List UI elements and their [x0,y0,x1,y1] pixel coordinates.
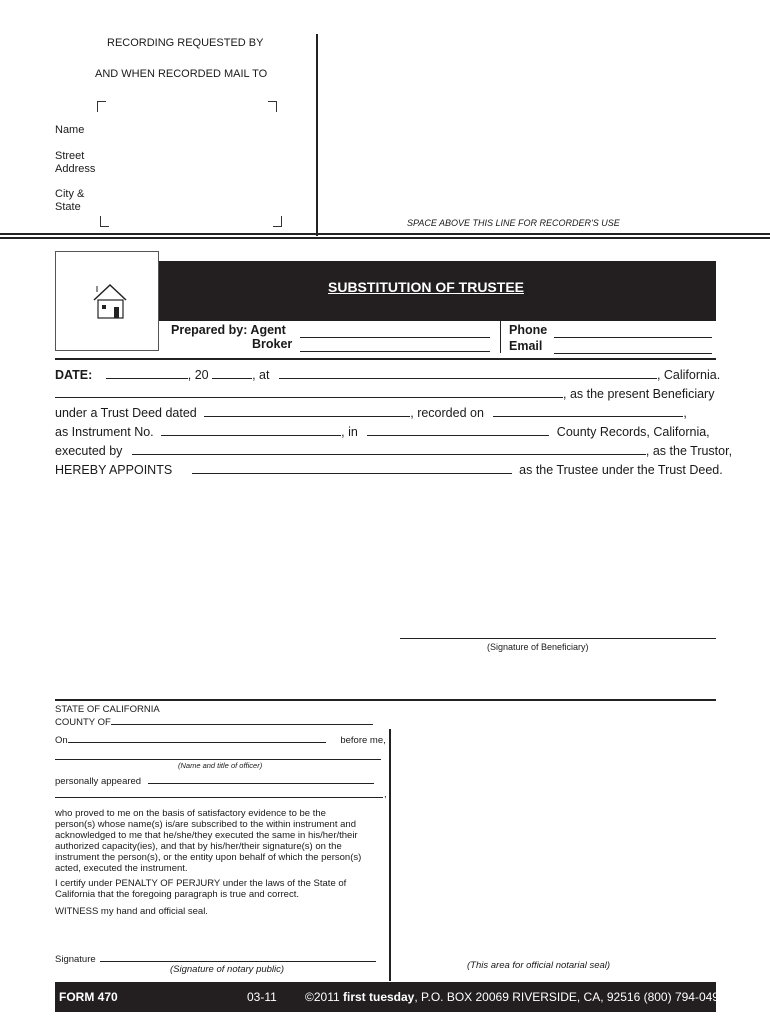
year-field[interactable] [212,367,252,379]
date-line [55,367,721,382]
notary-paragraph-1 [55,808,387,874]
recorder-divider [316,34,318,236]
footer-address: , P.O. BOX 20069 RIVERSIDE, CA, 92516 (800) 794-0494 [414,990,726,1004]
bracket-bottom-right [273,216,282,227]
personally-appeared-line [55,774,374,787]
recorded-on-field[interactable] [493,405,683,417]
instrument-field[interactable] [161,424,341,436]
street-label [55,150,95,176]
city-label-line1: City & [55,188,85,200]
para1-line5: instrument the person(s), or the entity upon behalf of which the person(s) [55,852,362,863]
notary-paragraph-2 [55,878,387,900]
para2-line1: I certify under PENALTY OF PERJURY under the laws of the State of [55,878,347,889]
recording-requested-by: RECORDING REQUESTED BY [107,37,264,49]
date-field[interactable] [106,367,188,379]
trustor-label: , as the Trustor, [645,444,733,458]
instrument-line [55,424,716,439]
street-label-line1: Street [55,150,85,162]
county-records-label: County Records, California, [556,425,710,439]
trust-deed-line [55,405,716,420]
para1-line6: acted, executed the instrument. [55,863,188,874]
bracket-top-right [268,101,277,112]
broker-label: Broker [252,337,293,351]
notary-signature-field[interactable] [100,952,376,962]
beneficiary-signature-caption: (Signature of Beneficiary) [487,642,589,652]
footer-bar [55,982,726,1012]
personally-label: personally appeared [55,776,142,787]
prepared-by-agent-label: Prepared by: Agent [171,323,286,337]
house-icon [56,252,160,352]
trustor-field[interactable] [132,443,646,455]
witness-text: WITNESS my hand and official seal. [55,906,208,917]
recorder-line-1 [0,233,770,235]
name-label: Name [55,124,85,136]
beneficiary-line [55,386,716,401]
phone-field[interactable] [554,326,712,338]
notary-on-line [55,733,386,746]
recorder-space-note: SPACE ABOVE THIS LINE FOR RECORDER'S USE [407,218,620,228]
notary-comma: , [384,789,387,800]
appoints-line [55,462,723,477]
notary-divider [389,729,391,981]
city-label-line2: State [55,201,81,213]
bracket-top-left [97,101,106,112]
signature-label: Signature [55,954,96,965]
at-label: , at [252,368,270,382]
county-label: COUNTY OF [55,717,111,728]
notary-county-line [55,715,373,728]
form-number: FORM 470 [59,990,118,1004]
email-field[interactable] [554,342,712,354]
instrument-label: as Instrument No. [55,425,154,439]
on-label: On [55,735,68,746]
para1-line4: authorized capacity(ies), and that by his/her/their signature(s) on the [55,841,342,852]
brand-name: first tuesday [343,990,415,1004]
beneficiary-field[interactable] [55,386,563,398]
trust-deed-label: under a Trust Deed dated [55,406,197,420]
city-state-label [55,188,84,214]
logo-box [55,251,159,351]
para1-line3: acknowledged to me that he/she/they executed the same in his/her/their [55,830,358,841]
beneficiary-label: , as the present Beneficiary [563,387,715,401]
county-field[interactable] [367,424,549,436]
year-prefix: , 20 [187,368,209,382]
trustee-field[interactable] [192,462,512,474]
executed-by-label: executed by [55,444,123,458]
notary-rule [55,699,716,701]
form-title: SUBSTITUTION OF TRUSTEE [328,279,524,295]
para1-line2: person(s) whose name(s) is/are subscribed to the within instrument and [55,819,356,830]
broker-field[interactable] [300,340,490,352]
officer-line[interactable] [55,759,381,760]
email-label: Email [509,339,543,353]
location-field[interactable] [279,367,657,379]
personally-line-2[interactable] [55,797,383,798]
officer-caption: (Name and title of officer) [178,761,263,770]
form-revision: 03-11 [247,990,277,1004]
para2-line2: California that the foregoing paragraph is true and correct. [55,889,299,900]
phone-label: Phone [509,323,548,337]
notary-signature-caption: (Signature of notary public) [170,964,285,975]
street-label-line2: Address [55,163,96,175]
appoints-label: HEREBY APPOINTS [55,463,173,477]
trust-deed-date-field[interactable] [204,405,410,417]
para1-line1: who proved to me on the basis of satisfactory evidence to be the [55,808,326,819]
comma-1: , [683,406,687,420]
bracket-bottom-left [100,216,109,227]
prepared-divider [500,321,501,353]
notary-date-field[interactable] [68,733,326,743]
footer-copyright [305,990,726,1004]
seal-area-caption: (This area for official notarial seal) [467,960,611,971]
trustee-label: as the Trustee under the Trust Deed. [519,463,723,477]
copyright-year: ©2011 [305,990,340,1004]
before-me-label: before me, [340,735,386,746]
in-label: , in [341,425,358,439]
personally-field[interactable] [148,774,374,784]
notary-county-field[interactable] [111,715,373,725]
when-recorded-mail-to: AND WHEN RECORDED MAIL TO [95,68,268,80]
agent-field[interactable] [300,326,490,338]
california-label: , California. [656,368,721,382]
executed-line [55,443,733,458]
recorded-on-label: , recorded on [410,406,484,420]
date-label: DATE: [55,368,93,382]
header-rule [55,358,716,360]
recorder-line-2 [0,237,770,239]
notary-state: STATE OF CALIFORNIA [55,704,160,715]
beneficiary-signature-line[interactable] [400,638,716,639]
